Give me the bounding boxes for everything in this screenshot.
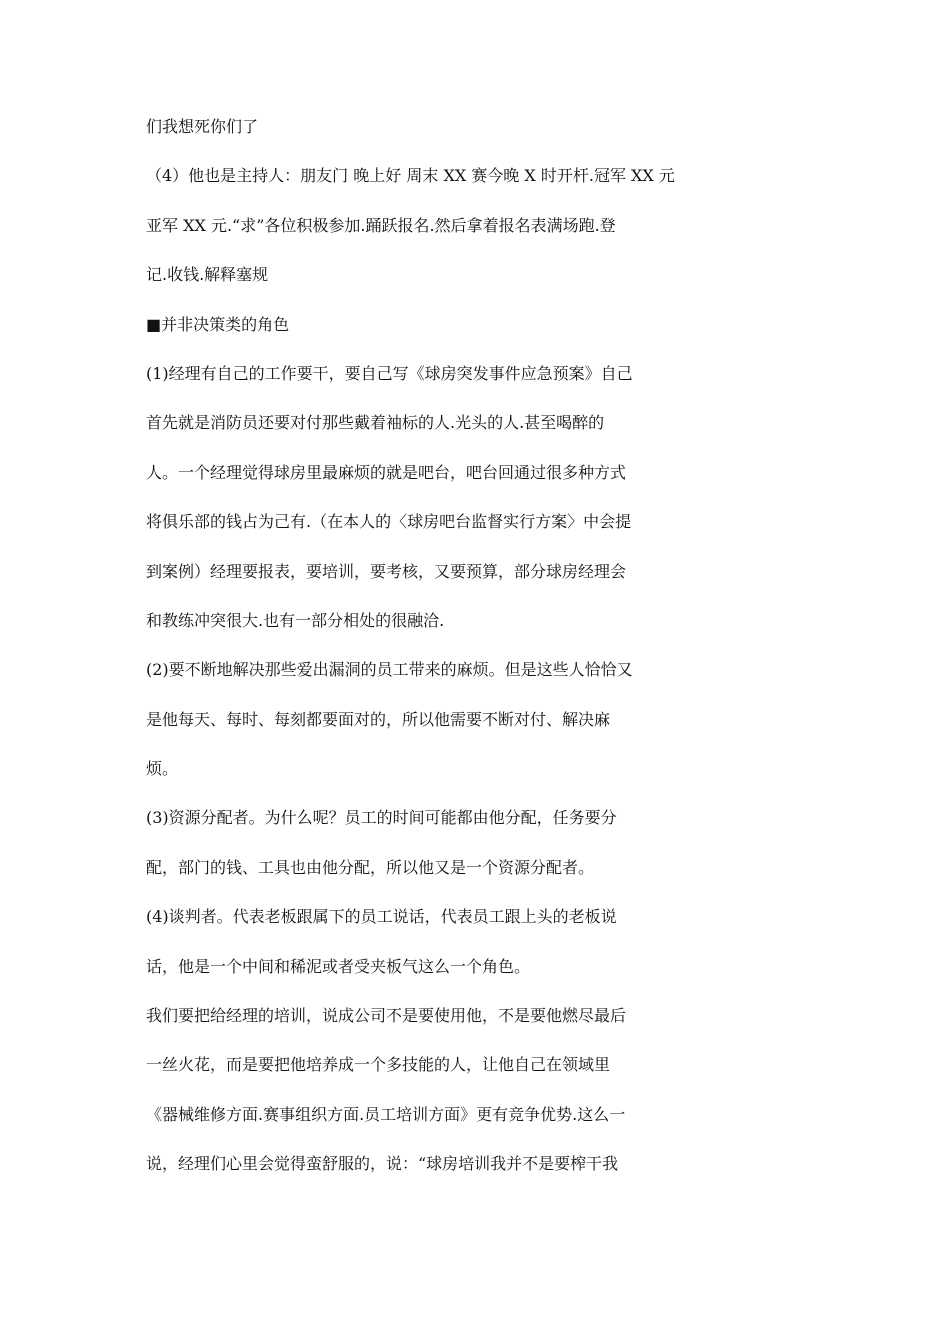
- text-line: 将俱乐部的钱占为己有.（在本人的〈球房吧台监督实行方案〉中会提: [146, 512, 632, 532]
- text-line: 和教练冲突很大.也有一部分相处的很融洽.: [146, 610, 445, 630]
- text-line: (2)要不断地解决那些爱出漏洞的员工带来的麻烦。但是这些人恰恰又: [146, 660, 633, 680]
- text-line: 人。一个经理觉得球房里最麻烦的就是吧台，吧台回通过很多种方式: [146, 462, 627, 482]
- text-line: 到案例）经理要报表，要培训，要考核，又要预算，部分球房经理会: [146, 561, 627, 581]
- text-line: (1)经理有自己的工作要干，要自己写《球房突发事件应急预案》自己: [146, 363, 633, 383]
- text-line: 说，经理们心里会觉得蛮舒服的，说：“球房培训我并不是要榨干我: [146, 1154, 619, 1174]
- section-heading: ■并非决策类的角色: [146, 314, 290, 334]
- text-line: (4)谈判者。代表老板跟属下的员工说话，代表员工跟上头的老板说: [146, 907, 617, 927]
- text-line: 首先就是消防员还要对付那些戴着袖标的人.光头的人.甚至喝醉的: [146, 413, 605, 433]
- text-line: 话，他是一个中间和稀泥或者受夹板气这么一个角色。: [146, 956, 531, 976]
- text-line: 烦。: [146, 759, 179, 779]
- text-line: 配，部门的钱、工具也由他分配，所以他又是一个资源分配者。: [146, 857, 595, 877]
- text-line: 记.收钱.解释塞规: [146, 265, 269, 285]
- text-line: （4）他也是主持人：朋友门 晚上好 周末 XX 赛今晚 X 时开杆.冠军 XX 元: [146, 166, 675, 186]
- text-line: 《器械维修方面.赛事组织方面.员工培训方面》更有竞争优势.这么一: [146, 1104, 626, 1124]
- text-line: 一丝火花，而是要把他培养成一个多技能的人，让他自己在领域里: [146, 1055, 611, 1075]
- text-line: 们我想死你们了: [146, 117, 259, 136]
- body-text: [146, 115, 716, 1202]
- text-line: 是他每天、每时、每刻都要面对的，所以他需要不断对付、解决麻: [146, 709, 611, 729]
- text-line: (3)资源分配者。为什么呢？员工的时间可能都由他分配，任务要分: [146, 808, 617, 828]
- text-line: 亚军 XX 元.“求”各位积极参加.踊跃报名.然后拿着报名表满场跑.登: [146, 215, 616, 235]
- text-line: 我们要把给经理的培训，说成公司不是要使用他，不是要他燃尽最后: [146, 1006, 627, 1026]
